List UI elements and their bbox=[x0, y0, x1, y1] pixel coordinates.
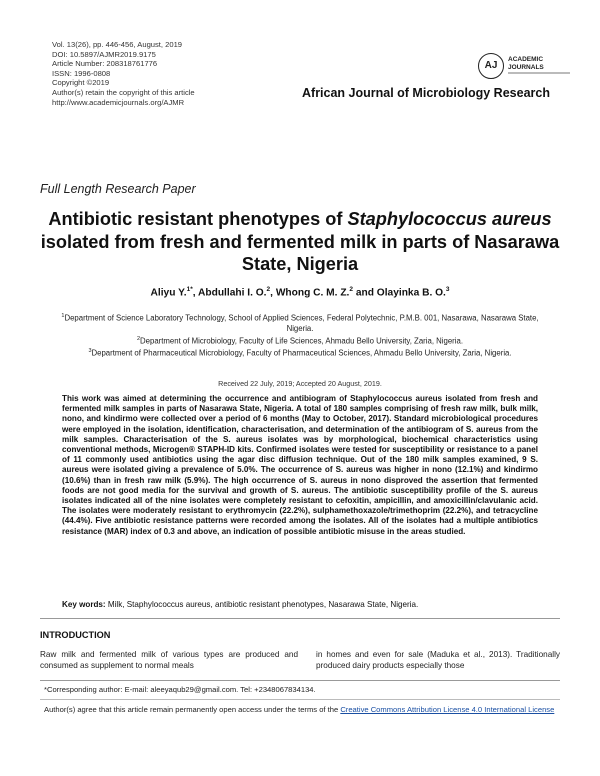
affiliations bbox=[60, 311, 540, 359]
title-part2: isolated from fresh and fermented milk in parts of Nasarawa State, Nigeria bbox=[40, 231, 560, 274]
author-name: Abdullahi I. O. bbox=[198, 287, 267, 299]
section-divider bbox=[40, 618, 560, 619]
license-text: Author(s) agree that this article remain permanently open access under the terms of the bbox=[44, 705, 341, 714]
received-accepted-dates: Received 22 July, 2019; Accepted 20 August, 2019. bbox=[218, 379, 382, 388]
paper-type: Full Length Research Paper bbox=[40, 182, 196, 196]
paper-title bbox=[40, 208, 560, 276]
affiliation bbox=[60, 346, 540, 359]
meta-copyright: Copyright ©2019 bbox=[52, 78, 110, 88]
license-statement bbox=[44, 705, 558, 714]
meta-rights: Author(s) retain the copyright of this article bbox=[52, 87, 195, 97]
intro-column-right: in homes and even for sale (Maduka et al., 2013). Traditionally produced dairy products especially those bbox=[316, 650, 560, 671]
logo-text bbox=[508, 56, 544, 71]
affiliation-sup: 1 bbox=[61, 313, 65, 319]
license-link[interactable]: Creative Commons Attribution License 4.0 International License bbox=[340, 705, 555, 714]
affiliation-sup: 3 bbox=[88, 348, 92, 355]
footnote-divider bbox=[40, 699, 560, 700]
author-sup: 3 bbox=[445, 286, 450, 293]
logo-line1: ACADEMIC bbox=[508, 56, 544, 63]
corresponding-author: *Corresponding author: E-mail: aleeyaqub29@gmail.com. Tel: +2348067834134. bbox=[44, 685, 316, 694]
author-sup: 1* bbox=[186, 286, 193, 293]
publisher-logo bbox=[478, 53, 600, 81]
affiliation-text: Department of Pharmaceutical Microbiology, Faculty of Pharmaceutical Sciences, Ahmadu Bello University, Zaria, Nigeria. bbox=[91, 348, 512, 358]
aj-logo-icon: AJ bbox=[478, 53, 504, 79]
introduction-heading: INTRODUCTION bbox=[40, 630, 111, 640]
title-species: Staphylococcus aureus bbox=[347, 209, 552, 229]
author-sep: and bbox=[353, 287, 377, 299]
author-list bbox=[40, 286, 560, 298]
journal-name: African Journal of Microbiology Research bbox=[302, 86, 550, 100]
logo-line2: JOURNALS bbox=[508, 63, 544, 71]
affiliation-text: Department of Microbiology, Faculty of Life Sciences, Ahmadu Bello University, Zaria, Nigeria. bbox=[140, 336, 464, 346]
meta-article-number: Article Number: 208318761776 bbox=[52, 59, 158, 69]
logo-tagline-bar bbox=[508, 72, 570, 74]
author-sep: , bbox=[192, 287, 199, 299]
meta-issn: ISSN: 1996-0808 bbox=[52, 68, 111, 78]
affiliation-text: Department of Science Laboratory Technology, School of Applied Sciences, Federal Polytechnic, P.M.B. 001, Nasarawa, Nasarawa State, Nigeria. bbox=[64, 313, 539, 333]
meta-volume: Vol. 13(26), pp. 446-456, August, 2019 bbox=[52, 40, 183, 49]
meta-doi: DOI: 10.5897/AJMR2019.9175 bbox=[52, 49, 156, 59]
author-name: Olayinka B. O. bbox=[376, 287, 446, 299]
article-meta bbox=[52, 40, 195, 107]
author-sup: 2 bbox=[349, 286, 353, 293]
affiliation bbox=[60, 311, 540, 334]
keywords-label: Key words: bbox=[62, 600, 106, 609]
meta-url[interactable]: http://www.academicjournals.org/AJMR bbox=[52, 97, 185, 107]
author-sep: , bbox=[270, 287, 276, 299]
author-name: Whong C. M. Z. bbox=[275, 287, 350, 299]
author-sup: 2 bbox=[266, 286, 271, 293]
keywords bbox=[62, 600, 538, 609]
affiliation bbox=[60, 334, 540, 347]
keywords-text: Milk, Staphylococcus aureus, antibiotic resistant phenotypes, Nasarawa State, Nigeria. bbox=[105, 600, 419, 609]
intro-column-left: Raw milk and fermented milk of various types are produced and consumed as supplement to normal meals bbox=[40, 650, 298, 671]
title-part1: Antibiotic resistant phenotypes of bbox=[48, 209, 348, 229]
affiliation-sup: 2 bbox=[136, 335, 141, 342]
author-name: Aliyu Y. bbox=[150, 287, 187, 299]
abstract: This work was aimed at determining the occurrence and antibiogram of Staphylococcus aureus isolated from fresh and fermented milk samples in parts of Nasarawa State, Nigeria. A total of 180 samples comprising of fresh raw milk, bulk milk, nono, and kindirmo were collected over a period of 6 months (May to October, 2017). Standard microbiological procedures were employed in the isolation, identification, characterisation, and determination of the antibiogram of S. aureus from the milk samples. Characterisation of the S. aureus isolates was by morphological, biochemical characteristics using conventional methods, Microgen® STAPH-ID kits. Confirmed isolates were tested for susceptibility or resistance to a panel of 11 commonly used antibiotics using the agar disc diffusion technique. Out of the 180 milk samples examined, 9 S. aureus were isolated giving a prevalence of 5.0%. The occurrence of S. aureus was higher in nono (12.1%) and kindirmo (10.6%) than in fresh raw milk (5.9%). The high occurrence of S. aureus in nono disproved the assertion that fermented foods are not good media for the survival and growth of S. aureus. The antibiotic susceptibility profile of the S. aureus isolates indicated all of the nine isolates were completely resistant to cefoxitin, ampicillin, and amoxicillin/clavulanic acid. The isolates were moderately resistant to erythromycin (22.2%), sulphamethoxazole/trimethoprim (22.2%), and tetracycline (44.4%). Five antibiotic resistance patterns were recorded among the isolates. All of the isolates had a multiple antibiotics resistance (MAR) index of 0.3 and above, an indication of possible antibiotic misuse in the areas studied. bbox=[62, 394, 538, 536]
